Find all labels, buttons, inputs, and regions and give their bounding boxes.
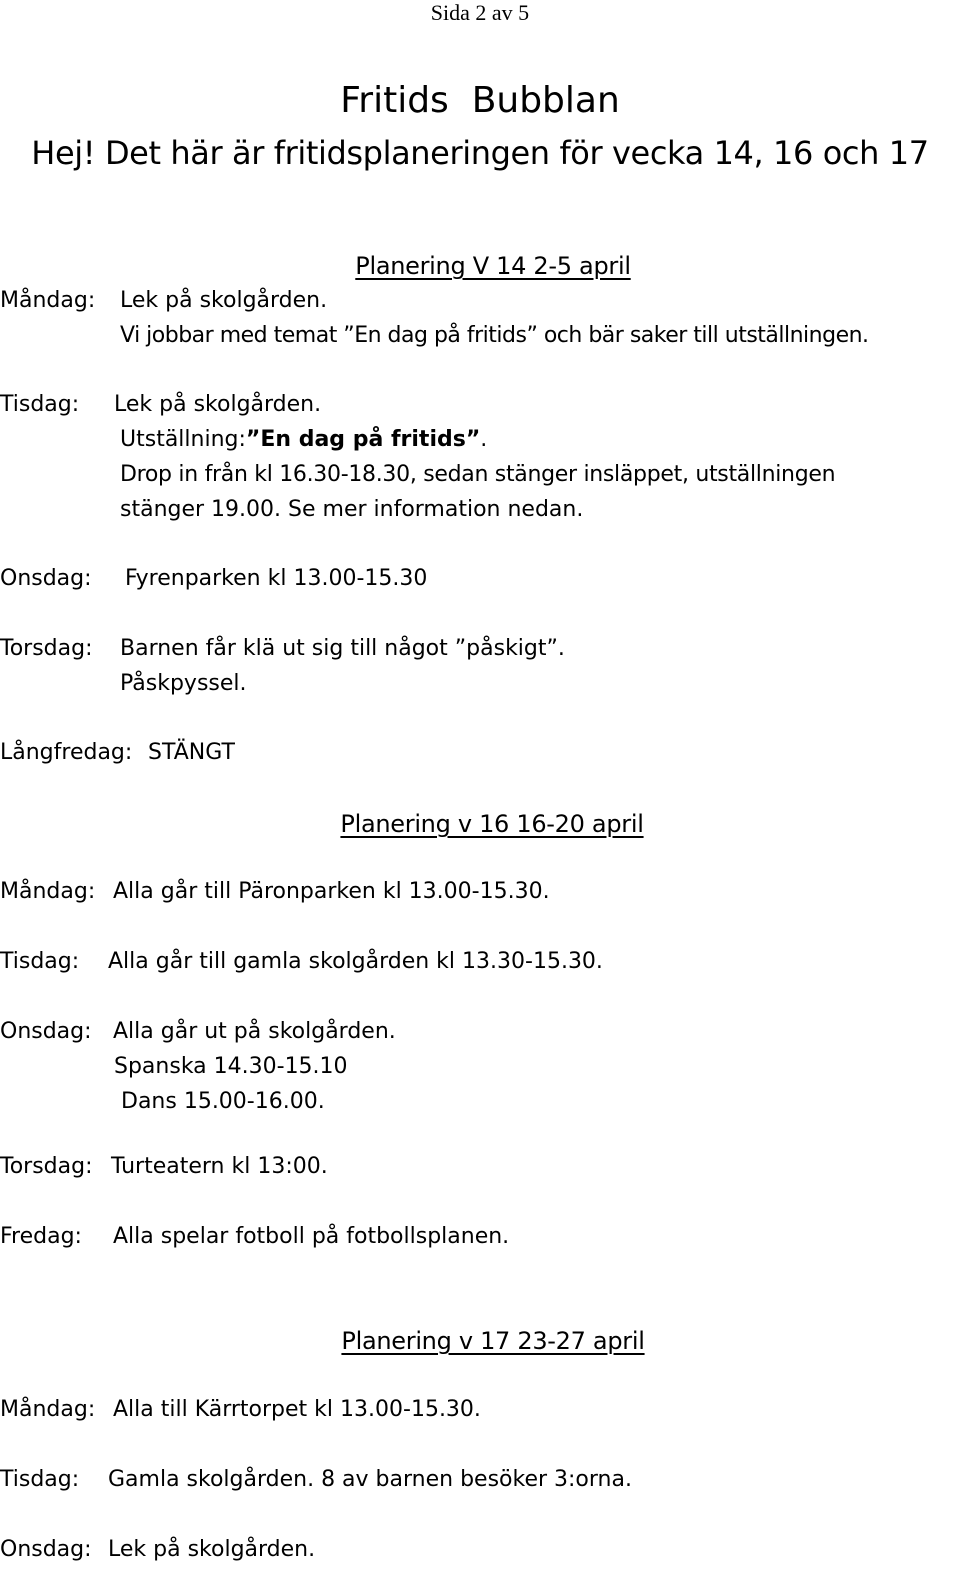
day-label: Tisdag: — [0, 949, 80, 974]
day-text: Alla spelar fotboll på fotbollsplanen. — [113, 1224, 510, 1249]
day-text: Alla går till gamla skolgården kl 13.30-15.30. — [108, 949, 603, 974]
day-label: Tisdag: — [0, 392, 80, 417]
day-text: Alla till Kärrtorpet kl 13.00-15.30. — [113, 1397, 481, 1422]
day-text: Spanska 14.30-15.10 — [114, 1054, 348, 1079]
day-label: Onsdag: — [0, 1537, 92, 1562]
day-text: Lek på skolgården. — [120, 288, 328, 313]
week16-heading: Planering v 16 16-20 april — [340, 810, 644, 838]
exhibition-suffix: . — [480, 427, 488, 452]
document-title: Fritids Bubblan — [340, 80, 620, 121]
day-text: STÄNGT — [148, 740, 235, 765]
day-label: Tisdag: — [0, 1467, 80, 1492]
day-text: Lek på skolgården. — [108, 1537, 316, 1562]
day-label: Fredag: — [0, 1224, 82, 1249]
exhibition-name: ”En dag på fritids” — [245, 427, 481, 452]
day-text: Vi jobbar med temat ”En dag på fritids” och bär saker till utställningen. — [120, 323, 869, 348]
day-text: Gamla skolgården. 8 av barnen besöker 3:orna. — [108, 1467, 632, 1492]
day-label: Onsdag: — [0, 566, 92, 591]
day-label: Måndag: — [0, 288, 96, 313]
week17-heading: Planering v 17 23-27 april — [341, 1327, 645, 1355]
day-label: Långfredag: — [0, 740, 133, 765]
day-label: Torsdag: — [0, 1154, 93, 1179]
day-text: Barnen får klä ut sig till något ”påskigt”. — [120, 636, 565, 661]
day-label: Torsdag: — [0, 636, 93, 661]
day-text: Turteatern kl 13:00. — [111, 1154, 328, 1179]
document-subtitle: Hej! Det här är fritidsplaneringen för vecka 14, 16 och 17 — [31, 134, 929, 172]
day-text: Drop in från kl 16.30-18.30, sedan stänger insläppet, utställningen — [120, 462, 836, 487]
page-indicator: Sida 2 av 5 — [430, 0, 530, 25]
day-label: Måndag: — [0, 1397, 96, 1422]
day-text: Alla går ut på skolgården. — [113, 1019, 396, 1044]
day-text: Lek på skolgården. — [114, 392, 322, 417]
day-label: Onsdag: — [0, 1019, 92, 1044]
day-text: Påskpyssel. — [120, 671, 247, 696]
week14-heading: Planering V 14 2-5 april — [355, 252, 631, 280]
day-text: stänger 19.00. Se mer information nedan. — [120, 497, 584, 522]
day-text: Fyrenparken kl 13.00-15.30 — [125, 566, 428, 591]
day-text — [120, 427, 487, 452]
day-label: Måndag: — [0, 879, 96, 904]
day-text: Alla går till Päronparken kl 13.00-15.30. — [113, 879, 550, 904]
exhibition-label: Utställning: — [120, 427, 246, 452]
day-text: Dans 15.00-16.00. — [121, 1089, 325, 1114]
